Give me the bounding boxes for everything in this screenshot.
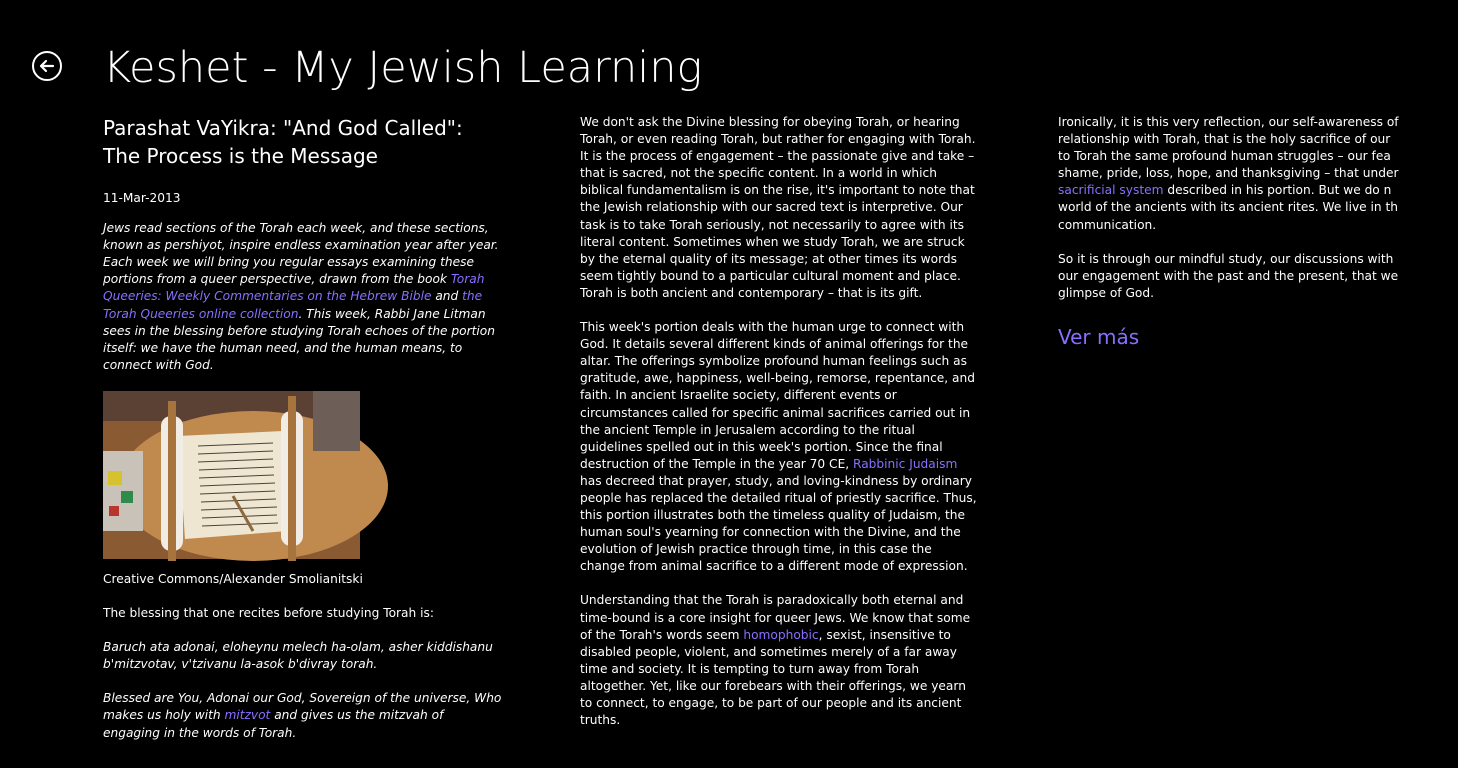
homophobic-link[interactable]: homophobic bbox=[743, 627, 819, 642]
queer-jews-text-2: , sexist, insensitive to disabled people, violent, and sometimes merely of a far away time and society. It is tempting to turn away from Torah altogether. Yet, like our forebears with their offerings, we yearn to connect, to engage, to be part of our people and its ancient truths. bbox=[580, 627, 966, 728]
reflection-line: Ironically, it is this very reflection, our self-awareness of bbox=[1058, 115, 1399, 129]
intro-text-1: Jews read sections of the Torah each week, and these sections, known as pershiyot, inspire endless examination year after year. Each week we will bring you regular essays examining these portions from a queer perspective, drawn from the book bbox=[103, 221, 499, 287]
reflection-line bbox=[1058, 182, 1458, 199]
reflection-line: to Torah the same profound human struggles – our fea bbox=[1058, 149, 1391, 164]
reflection-line: world of the ancients with its ancient rites. We live in th bbox=[1058, 200, 1399, 215]
portion-text-1: This week's portion deals with the human urge to connect with God. It details several different kinds of animal offerings for the altar. The offerings symbolize profound human feelings such as gratitude, awe, happiness, well-being, remorse, repentance, and faith. In ancient Israelite society, different events or circumstances called for specific animal sacrifices carried out in the ancient Temple in Jerusalem according to the ritual guidelines spelled out in this week's portion. Since the final destruction of the Temple in the year 70 CE, bbox=[580, 320, 975, 471]
article-date: 11-Mar-2013 bbox=[103, 191, 181, 205]
blessing-hebrew: Baruch ata adonai, eloheynu melech ha-olam, asher kiddishanu b'mitzvotav, v'tzivanu la-asok b'divray torah. bbox=[103, 640, 493, 672]
queer-jews-text-1: Understanding that the Torah is paradoxically both eternal and time-bound is a core insight for queer Jews. We know that some of the Torah's words seem bbox=[580, 593, 971, 642]
reflection-line: shame, pride, loss, hope, and thanksgiving – that under bbox=[1058, 166, 1399, 181]
blessing-english-text-2: and gives us the mitzvah of engaging in the words of Torah. bbox=[103, 708, 444, 740]
torah-queeries-online-link[interactable]: the Torah Queeries online collection bbox=[103, 289, 483, 321]
mindful-study-line: our engagement with the past and the present, that we bbox=[1058, 268, 1399, 283]
torah-queeries-book-link[interactable]: Torah Queeries: Weekly Commentaries on the Hebrew Bible bbox=[103, 272, 485, 304]
article-title: Parashat VaYikra: "And God Called": The Process is the Message bbox=[103, 116, 463, 168]
blessing-english bbox=[103, 690, 503, 741]
article-intro bbox=[103, 220, 503, 374]
article-column-1 bbox=[103, 114, 503, 759]
image-caption: Creative Commons/Alexander Smolianitski bbox=[103, 571, 363, 586]
reflection-line: relationship with Torah, that is the holy sacrifice of our bbox=[1058, 132, 1391, 147]
intro-text-3: . This week, Rabbi Jane Litman sees in the blessing before studying Torah echoes of the portion itself: we have the human need, and the human means, to connect with God. bbox=[103, 306, 495, 372]
intro-text-2: and bbox=[431, 289, 463, 304]
sacrificial-system-link[interactable]: sacrificial system bbox=[1058, 183, 1164, 198]
article-column-2 bbox=[580, 114, 980, 746]
blessing-english-text-1: Blessed are You, Adonai our God, Sovereign of the universe, Who makes us holy with bbox=[103, 691, 502, 723]
portion-text-2: has decreed that prayer, study, and loving-kindness by ordinary people has replaced the detailed ritual of priestly sacrifice. Thus, this portion illustrates both the timeless quality of Judaism, the human soul's yearning for connection with the Divine, and the evolution of Jewish practice through time, in this case the change from animal sacrifice to a different mode of expression. bbox=[580, 473, 977, 574]
reflection-line: communication. bbox=[1058, 217, 1157, 232]
back-arrow-icon bbox=[39, 58, 55, 74]
blessing-intro: The blessing that one recites before studying Torah is: bbox=[103, 606, 434, 621]
app-title: Keshet - My Jewish Learning bbox=[103, 43, 703, 93]
article-column-3 bbox=[1058, 114, 1458, 349]
paragraph-engagement: We don't ask the Divine blessing for obeying Torah, or hearing Torah, or even reading Torah, but rather for engaging with Torah. It is the process of engagement – the passionate give and take – that is sacred, not the specific content. In a world in which biblical fundamentalism is on the rise, it's important to note that the Jewish relationship with our sacred text is interpretive. Our task is to take Torah seriously, not necessarily to agree with its literal content. Sometimes when we study Torah, we are struck by the eternal quality of its message; at other times its words seem tightly bound to a particular cultural moment and place. Torah is both ancient and contemporary – that is its gift. bbox=[580, 115, 976, 300]
mindful-study-line: glimpse of God. bbox=[1058, 285, 1154, 300]
paragraph-mindful-study bbox=[1058, 251, 1458, 302]
mindful-study-line: So it is through our mindful study, our discussions with bbox=[1058, 251, 1394, 266]
reflection-line-text: described in his portion. But we do n bbox=[1163, 183, 1392, 198]
mitzvot-link[interactable]: mitzvot bbox=[224, 708, 271, 723]
torah-scroll-photo bbox=[103, 391, 360, 559]
paragraph-portion bbox=[580, 319, 980, 575]
back-button[interactable] bbox=[32, 51, 62, 81]
rabbinic-judaism-link[interactable]: Rabbinic Judaism bbox=[853, 456, 958, 471]
paragraph-reflection bbox=[1058, 114, 1458, 234]
see-more-link[interactable]: Ver más bbox=[1058, 324, 1140, 349]
paragraph-queer-jews bbox=[580, 592, 980, 729]
